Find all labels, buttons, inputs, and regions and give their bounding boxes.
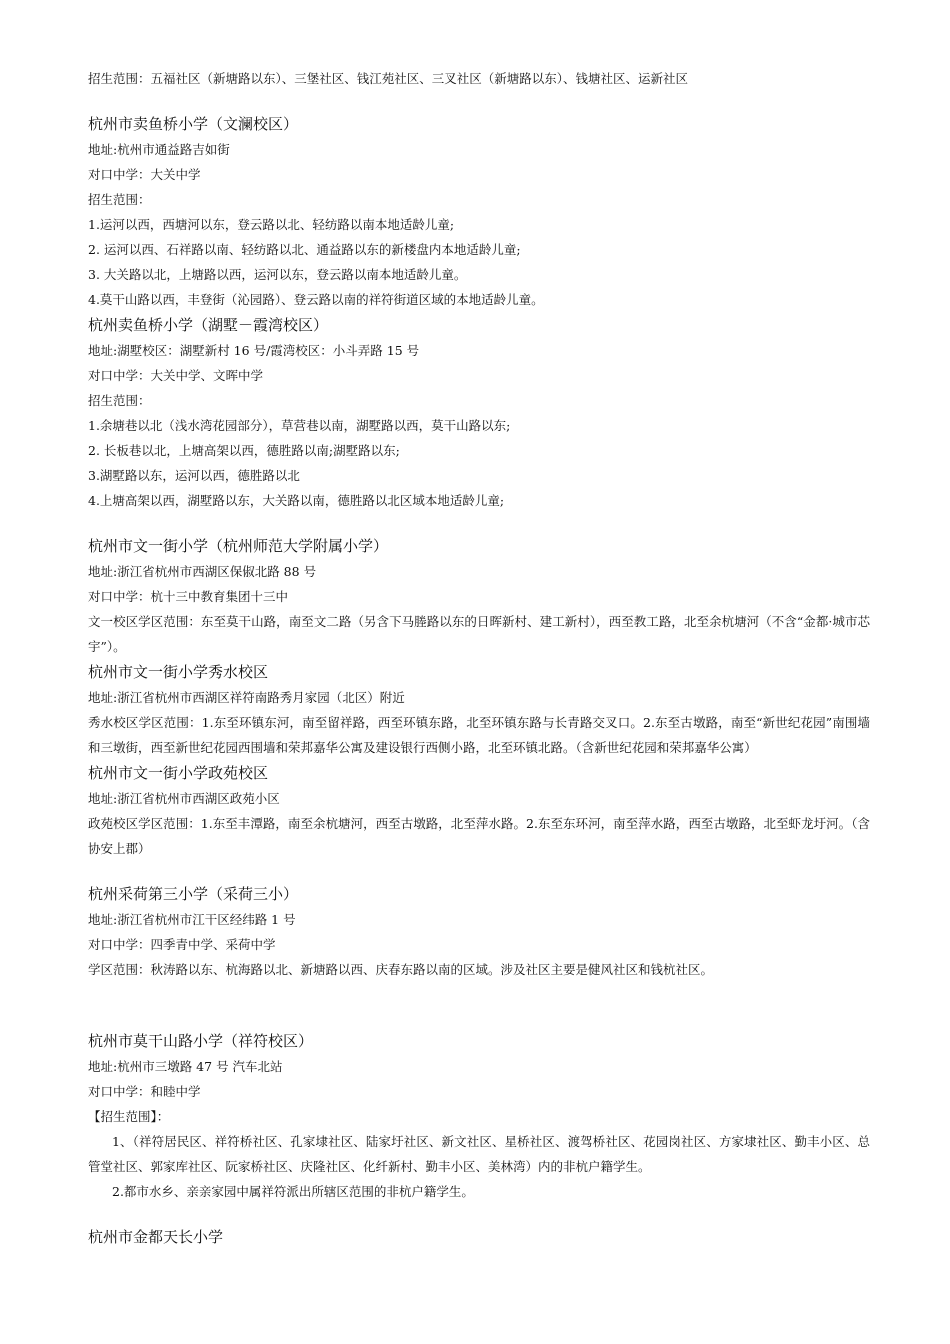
enroll-range-item: 3. 大关路以北，上塘路以西，运河以东，登云路以南本地适龄儿童。 bbox=[88, 267, 467, 282]
school-address: 地址:浙江省杭州市西湖区保俶北路 88 号 bbox=[88, 564, 317, 579]
school-address: 地址:杭州市三墩路 47 号 汽车北站 bbox=[88, 1059, 283, 1074]
school-address: 地址:杭州市通益路吉如街 bbox=[88, 142, 230, 157]
enroll-range-item: 3.湖墅路以东，运河以西，德胜路以北 bbox=[88, 468, 300, 483]
enroll-range-label: 招生范围： bbox=[88, 192, 151, 207]
enroll-range-item: 4.莫干山路以西，丰登街（沁园路）、登云路以南的祥符街道区域的本地适龄儿童。 bbox=[88, 292, 544, 307]
school-middle-school: 对口中学：杭十三中教育集团十三中 bbox=[88, 589, 289, 604]
enroll-range-item: 2. 长板巷以北，上塘高架以西，德胜路以南;湖墅路以东; bbox=[88, 443, 400, 458]
school-title: 杭州市文一街小学秀水校区 bbox=[88, 663, 269, 681]
enroll-range-label: 招生范围： bbox=[88, 393, 151, 408]
school-title: 杭州市卖鱼桥小学（文澜校区） bbox=[88, 115, 299, 133]
school-district-range: 政苑校区学区范围：1.东至丰潭路，南至余杭塘河，西至古墩路，北至萍水路。2.东至东环河，南至萍水路，西至古墩路，北至虾龙圩河。（含协安上郡） bbox=[88, 816, 870, 856]
school-middle-school: 对口中学：四季青中学、采荷中学 bbox=[88, 937, 276, 952]
school-title: 杭州市莫干山路小学（祥符校区） bbox=[88, 1032, 314, 1050]
school-title: 杭州市文一街小学政苑校区 bbox=[88, 764, 269, 782]
school-title: 杭州采荷第三小学（采荷三小） bbox=[88, 885, 299, 903]
school-district-range: 秀水校区学区范围：1.东至环镇东河，南至留祥路，西至环镇东路，北至环镇东路与长青路交叉口。2.东至古墩路，南至“新世纪花园”南围墙和三墩街，西至新世纪花园西围墙和荣邦嘉华公寓及建设银行西侧小路，北至环镇北路。（含新世纪花园和荣邦嘉华公寓） bbox=[88, 715, 870, 755]
school-address: 地址:浙江省杭州市西湖区祥符南路秀月家园（北区）附近 bbox=[88, 690, 405, 705]
school-middle-school: 对口中学：和睦中学 bbox=[88, 1084, 201, 1099]
enroll-range-item: 1、（祥符居民区、祥符桥社区、孔家埭社区、陆家圩社区、新文社区、星桥社区、渡驾桥社区、花园岗社区、方家埭社区、勤丰小区、总管堂社区、郭家库社区、阮家桥社区、庆隆社区、化纤新村、勤丰小区、美林湾）内的非杭户籍学生。 bbox=[88, 1134, 870, 1174]
school-middle-school: 对口中学：大关中学 bbox=[88, 167, 201, 182]
school-district-range: 文一校区学区范围：东至莫干山路，南至文二路（另含下马塍路以东的日晖新村、建工新村），西至教工路，北至余杭塘河（不含“金都·城市芯宇”）。 bbox=[88, 614, 870, 654]
enroll-range-item: 4.上塘高架以西，湖墅路以东，大关路以南，德胜路以北区域本地适龄儿童; bbox=[88, 493, 505, 508]
school-title: 杭州卖鱼桥小学（湖墅－霞湾校区） bbox=[88, 316, 329, 334]
enroll-range-text: 招生范围：五福社区（新塘路以东）、三堡社区、钱江苑社区、三叉社区（新塘路以东）、钱塘社区、运新社区 bbox=[88, 71, 689, 86]
school-address: 地址:浙江省杭州市西湖区政苑小区 bbox=[88, 791, 280, 806]
enroll-range-item: 1.运河以西，西塘河以东，登云路以北、轻纺路以南本地适龄儿童; bbox=[88, 217, 455, 232]
school-middle-school: 对口中学：大关中学、文晖中学 bbox=[88, 368, 264, 383]
school-address: 地址:浙江省杭州市江干区经纬路 1 号 bbox=[88, 912, 296, 927]
school-title: 杭州市金都天长小学 bbox=[88, 1228, 224, 1246]
document-page bbox=[88, 66, 870, 1250]
enroll-range-item: 1.余塘巷以北（浅水湾花园部分），草营巷以南，湖墅路以西，莫干山路以东; bbox=[88, 418, 511, 433]
school-title: 杭州市文一街小学（杭州师范大学附属小学） bbox=[88, 537, 389, 555]
enroll-range-item: 2.都市水乡、亲亲家园中属祥符派出所辖区范围的非杭户籍学生。 bbox=[112, 1184, 474, 1199]
school-address: 地址:湖墅校区：湖墅新村 16 号/霞湾校区：小斗弄路 15 号 bbox=[88, 343, 420, 358]
enroll-range-item: 2. 运河以西、石祥路以南、轻纺路以北、通益路以东的新楼盘内本地适龄儿童; bbox=[88, 242, 521, 257]
school-district-range: 学区范围：秋涛路以东、杭海路以北、新塘路以西、庆春东路以南的区域。涉及社区主要是健风社区和钱杭社区。 bbox=[88, 962, 714, 977]
enroll-range-label: 【招生范围】： bbox=[88, 1109, 170, 1124]
